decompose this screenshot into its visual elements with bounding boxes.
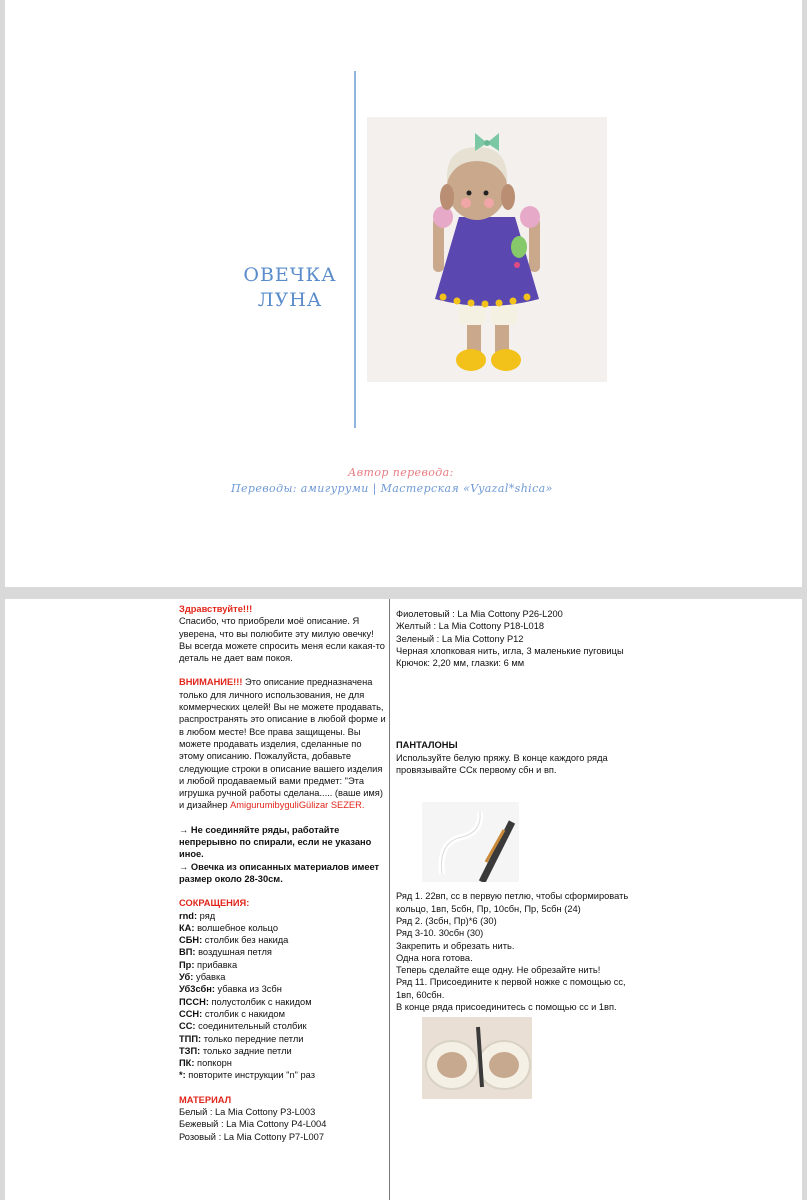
- material-item: Желтый : La Mia Cottony P18-L018: [396, 621, 545, 632]
- row-instruction: Ряд 11. Присоедините к первой ножке с помощью сс, 1вп, 60сбн.: [396, 977, 626, 1000]
- material-item: Крючок: 2,20 мм, глазки: 6 мм: [396, 658, 525, 669]
- note-spiral: → Не соединяйте ряды, работайте непрерывно по спирали, если не указано иное.: [179, 824, 372, 860]
- material-item: Белый : La Mia Cottony P3-L003: [179, 1106, 316, 1117]
- abbr-item: ТЗП: только задние петли: [179, 1045, 292, 1056]
- abbr-item: ССН: столбик с накидом: [179, 1008, 285, 1019]
- abbr-item: Уб3сбн: убавка из 3сбн: [179, 984, 282, 995]
- chain-photo: [422, 802, 519, 882]
- legs-photo: [422, 1017, 532, 1099]
- pantaloons-intro: Используйте белую пряжу. В конце каждого ряда провязывайте ССк первому сбн и вп.: [396, 752, 608, 776]
- warning-text: Это описание предназначена только для личного использования, не для коммерческих целей! Вы не можете продавать, распространять это описание в любой форме и в любом месте! Все права защищены. Вы можете продавать изделия, сделанные по этому описанию. Пожалуйста, добавьте следующие строки в описание вашего изделия и любой продаваемый вами предмет: "Эта игрушка ручной работы сделана..... (ваше имя) и дизайнер: [179, 677, 386, 811]
- cover-divider: [354, 71, 356, 428]
- cover-title-line2: ЛУНА: [257, 289, 323, 311]
- column-divider: [389, 599, 390, 1200]
- abbr-item: rnd: ряд: [179, 910, 216, 921]
- abbreviations-list: [179, 910, 389, 1082]
- row-instruction: Одна нога готова.: [396, 952, 473, 963]
- note-size: → Овечка из описанных материалов имеет размер около 28-30см.: [179, 861, 380, 884]
- legs-illustration: [422, 1017, 532, 1099]
- pattern-page: [5, 599, 802, 1200]
- row-instruction: Закрепить и обрезать нить.: [396, 940, 515, 951]
- cover-title-line1: ОВЕЧКА: [243, 264, 337, 286]
- row-instruction: Ряд 3-10. 30сбн (30): [396, 928, 484, 939]
- material-item: Зеленый : La Mia Cottony P12: [396, 633, 524, 644]
- material-item: Фиолетовый : La Mia Cottony P26-L200: [396, 609, 563, 619]
- cover-title: [235, 263, 345, 313]
- abbreviations-heading: СОКРАЩЕНИЯ:: [179, 898, 250, 909]
- greeting: Здравствуйте!!!: [179, 604, 253, 614]
- doll-photo: [367, 117, 607, 382]
- warning-label: ВНИМАНИЕ!!!: [179, 677, 243, 688]
- credit-workshop: Переводы: амигуруми | Мастерская «Vyazal*shica»: [231, 482, 553, 495]
- abbr-item: ТПП: только передние петли: [179, 1033, 304, 1044]
- row-instruction: Ряд 1. 22вп, сс в первую петлю, чтобы сформировать кольцо, 1вп, 5сбн, Пр, 10сбн, Пр, 5сбн (24): [396, 891, 629, 914]
- chain-illustration: [422, 802, 519, 882]
- abbr-item: СБН: столбик без накида: [179, 935, 289, 946]
- abbr-item: Пр: прибавка: [179, 959, 238, 970]
- credit-author: Автор перевода:: [348, 466, 454, 479]
- material-item: Розовый : La Mia Cottony P7-L007: [179, 1131, 325, 1142]
- cover-page: [5, 0, 802, 587]
- materials-heading: МАТЕРИАЛ: [179, 1094, 232, 1105]
- pantaloons-heading: ПАНТАЛОНЫ: [396, 740, 458, 751]
- designer-name: AmigurumibyguliGülizar SEZER.: [230, 800, 365, 811]
- material-item: Черная хлопковая нить, игла, 3 маленькие пуговицы: [396, 645, 624, 656]
- row-instruction: Теперь сделайте еще одну. Не обрезайте нить!: [396, 965, 601, 976]
- row-instruction: Ряд 2. (3сбн, Пр)*6 (30): [396, 915, 497, 926]
- abbr-item: *: повторите инструкции "n" раз: [179, 1070, 315, 1081]
- abbr-item: КА: волшебное кольцо: [179, 922, 278, 933]
- warning-paragraph: [179, 676, 389, 811]
- left-column: [179, 603, 389, 1143]
- material-item: Бежевый : La Mia Cottony P4-L004: [179, 1119, 327, 1130]
- abbr-item: ВП: воздушная петля: [179, 947, 272, 958]
- thanks-text: Спасибо, что приобрели моё описание. Я уверена, что вы полюбите эту милую овечку! Вы всегда можете спросить меня если какая-то деталь не дает вам покоя.: [179, 616, 385, 664]
- right-column: [396, 608, 641, 1099]
- abbr-item: ПССН: полустолбик с накидом: [179, 996, 312, 1007]
- row-instruction: В конце ряда присоединитесь с помощью сс и 1вп.: [396, 1002, 617, 1013]
- abbr-item: СС: соединительный столбик: [179, 1021, 307, 1032]
- abbr-item: ПК: попкорн: [179, 1058, 232, 1069]
- doll-illustration: [367, 117, 607, 382]
- abbr-item: Уб: убавка: [179, 972, 226, 983]
